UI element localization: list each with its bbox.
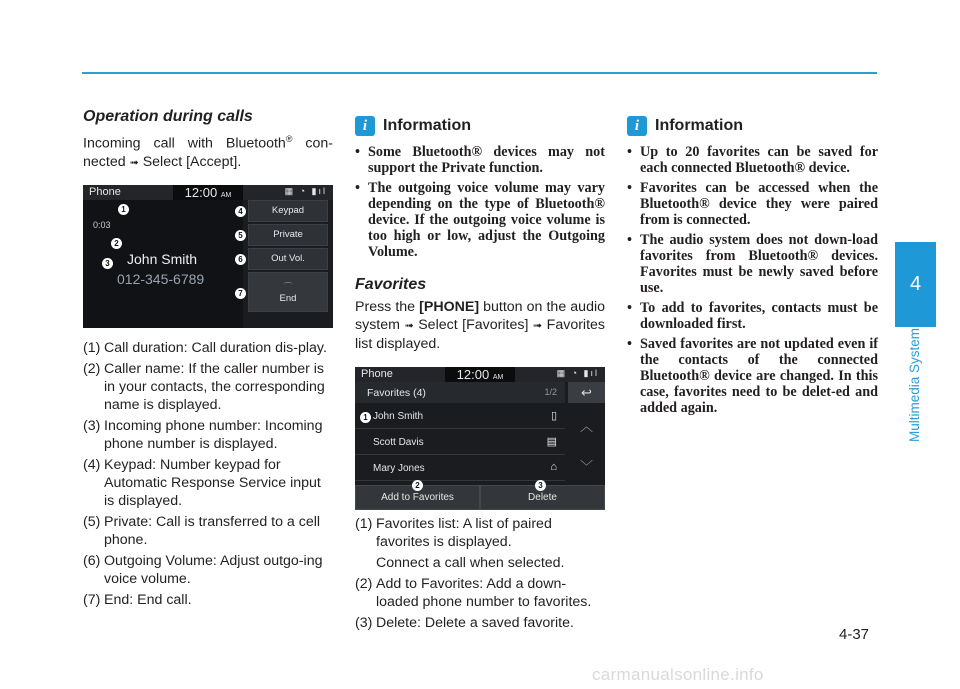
column-right bbox=[627, 112, 878, 420]
list-item: • To add to favorites, contacts must be downloaded first. bbox=[627, 300, 878, 332]
chapter-title: Multimedia System bbox=[907, 327, 922, 442]
list-item: Connect a call when selected. bbox=[376, 555, 565, 571]
home-icon: ⌂ bbox=[550, 461, 557, 473]
info-heading: i Information bbox=[627, 116, 878, 136]
page-indicator: 1/2 bbox=[544, 387, 557, 397]
favorites-items-list bbox=[355, 515, 605, 632]
footer-watermark: carmanualsonline.info bbox=[592, 665, 764, 684]
top-rule bbox=[82, 72, 877, 74]
callout-6: 6 bbox=[235, 254, 246, 265]
list-item: (5) Private: Call is transferred to a cell phone. bbox=[83, 513, 321, 548]
back-button[interactable] bbox=[568, 382, 605, 403]
arrow-icon: ➟ bbox=[129, 156, 139, 169]
end-call-icon: ⌒ bbox=[283, 281, 293, 292]
callout-2: 2 bbox=[111, 238, 122, 249]
list-item: • The outgoing voice volume may vary depending on the type of Bluetooth® device. If the outgoing voice volume is too high or low, adjust the Outgoing Volume. bbox=[355, 180, 605, 260]
callout-5: 5 bbox=[235, 230, 246, 241]
mobile-icon: ▯ bbox=[550, 410, 557, 422]
list-item: (1) Favorites list: A list of paired favorites is displayed. bbox=[355, 516, 552, 550]
favorite-row[interactable]: Mary Jones ⌂ bbox=[355, 456, 565, 481]
section-heading-favorites: Favorites bbox=[355, 276, 427, 293]
delete-button[interactable]: Delete bbox=[480, 485, 605, 510]
operation-intro: Incoming call with Bluetooth® con-nected ➟ Select [Accept]. bbox=[83, 134, 333, 170]
callout-4: 4 bbox=[235, 206, 246, 217]
info-heading: i Information bbox=[355, 116, 605, 136]
list-item: (6) Outgoing Volume: Adjust outgo-ing voice volume. bbox=[83, 552, 323, 587]
add-to-favorites-button[interactable]: Add to Favorites bbox=[355, 485, 480, 510]
office-icon: ▤ bbox=[546, 436, 557, 448]
favorites-actions bbox=[355, 485, 605, 510]
column-left bbox=[83, 108, 333, 612]
info-icon: i bbox=[355, 116, 375, 136]
end-call-button[interactable]: ⌒ End bbox=[248, 272, 328, 312]
favorites-intro: Press the [PHONE] button on the audio system ➟ Select [Favorites] ➟ Favorites list displayed. bbox=[355, 299, 606, 352]
call-duration: 0:03 bbox=[93, 219, 111, 230]
private-button[interactable]: Private bbox=[248, 224, 328, 246]
call-menu bbox=[248, 200, 328, 314]
page-number: 4-37 bbox=[839, 626, 870, 643]
chevron-up-icon: ︿ bbox=[579, 418, 593, 434]
callout-7: 7 bbox=[235, 288, 246, 299]
call-items-list bbox=[83, 339, 333, 609]
list-item: (2) Caller name: If the caller number is in your contacts, the corresponding name is displayed. bbox=[83, 360, 325, 413]
info-bullets bbox=[627, 144, 878, 416]
list-item: • Some Bluetooth® devices may not support the Private function. bbox=[355, 144, 605, 176]
list-item: • Saved favorites are not updated even if the contacts of the connected Bluetooth® device are changed. In this case, favorites need to be delet-ed and added again. bbox=[627, 336, 878, 416]
callout-1: 1 bbox=[360, 412, 371, 423]
list-item: (3) Incoming phone number: Incoming phone number is displayed. bbox=[83, 417, 323, 452]
list-item: (2) Add to Favorites: Add a down-loaded phone number to favorites. bbox=[355, 576, 592, 610]
list-item: (4) Keypad: Number keypad for Automatic Response Service input is displayed. bbox=[83, 456, 321, 509]
favorites-screen-screenshot bbox=[355, 367, 605, 510]
arrow-icon: ➟ bbox=[532, 320, 543, 332]
status-bar: Phone 12:00 AM ▦ ◔ ▮ıl bbox=[83, 185, 333, 200]
list-item: (3) Delete: Delete a saved favorite. bbox=[355, 615, 574, 631]
favorite-row[interactable]: Scott Davis ▤ bbox=[355, 430, 565, 455]
callout-2: 2 bbox=[412, 480, 423, 491]
chapter-number: 4 bbox=[909, 273, 922, 295]
call-screen-screenshot bbox=[83, 185, 333, 328]
list-item: • Up to 20 favorites can be saved for each connected Bluetooth® device. bbox=[627, 144, 878, 176]
scroll-up-button[interactable] bbox=[568, 405, 605, 445]
info-bullets bbox=[355, 144, 605, 260]
status-icons: ▦ ◔ ▮ıl bbox=[284, 185, 327, 196]
favorite-row[interactable]: John Smith ▯ bbox=[355, 404, 565, 429]
status-bar: Phone 12:00 AM ▦ ◔ ▮ıl bbox=[355, 367, 605, 382]
column-middle bbox=[355, 112, 605, 635]
list-item: • The audio system does not down-load favorites from Bluetooth® devices. Favorites must be newly saved before use. bbox=[627, 232, 878, 296]
callout-3: 3 bbox=[535, 480, 546, 491]
back-icon: ↩ bbox=[581, 384, 592, 400]
callout-3: 3 bbox=[102, 258, 113, 269]
caller-number: 012-345-6789 bbox=[117, 270, 205, 287]
favorites-title-bar: Favorites (4) 1/2 bbox=[355, 382, 565, 403]
chevron-down-icon: ﹀ bbox=[579, 458, 593, 474]
callout-1: 1 bbox=[118, 204, 129, 215]
arrow-icon: ➟ bbox=[404, 320, 414, 332]
out-vol-button[interactable]: Out Vol. bbox=[248, 248, 328, 270]
keypad-button[interactable]: Keypad bbox=[248, 200, 328, 222]
scroll-down-button[interactable] bbox=[568, 445, 605, 485]
status-icons: ▦ ◔ ▮ıl bbox=[556, 368, 599, 378]
caller-name: John Smith bbox=[127, 250, 198, 267]
section-heading-operation: Operation during calls bbox=[83, 108, 253, 125]
list-item: (1) Call duration: Call duration dis-play. bbox=[83, 339, 327, 356]
clock: 12:00 AM bbox=[173, 185, 243, 200]
info-icon: i bbox=[627, 116, 647, 136]
list-item: • Favorites can be accessed when the Bluetooth® device they were paired from is connected. bbox=[627, 180, 878, 228]
clock: 12:00 AM bbox=[445, 367, 515, 382]
list-item: (7) End: End call. bbox=[83, 591, 192, 608]
